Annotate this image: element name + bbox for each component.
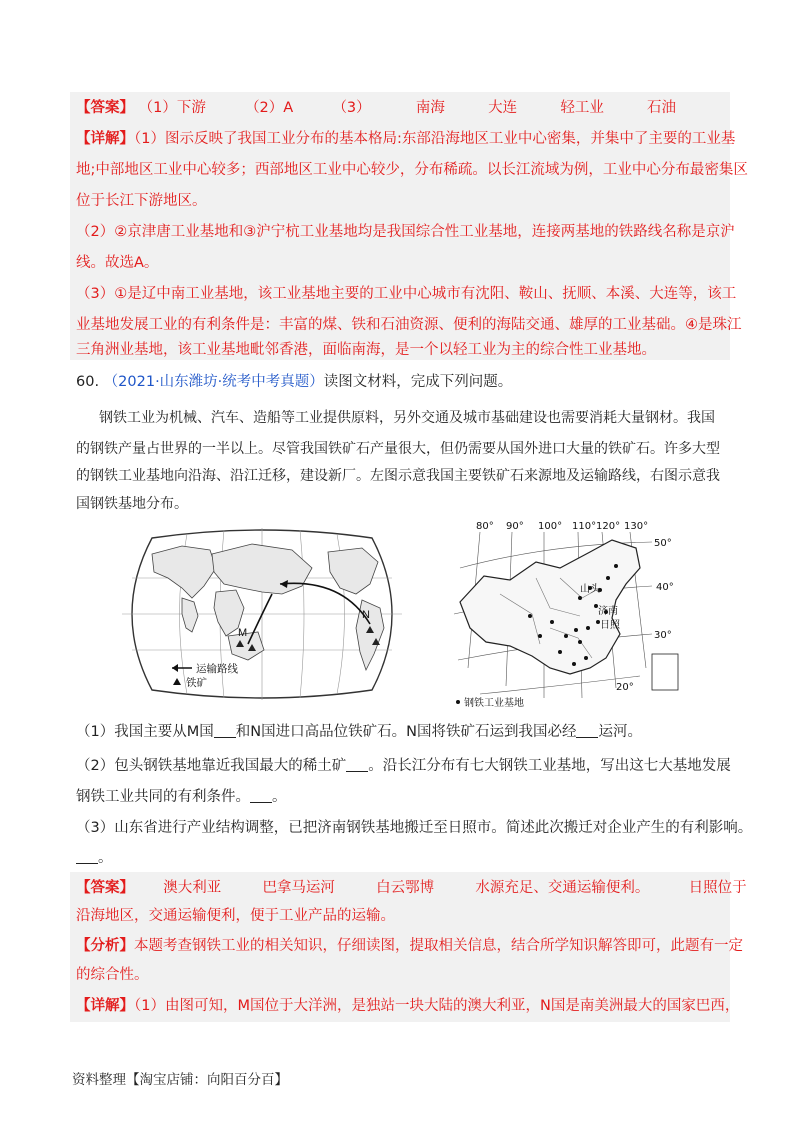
sub-question-3: （3）山东省进行产业结构调整，已把济南钢铁基地搬迁至日照市。简述此次搬迁对企业产生的有利影响。 [76,820,753,836]
sub2-text: 钢铁工业共同的有利条件。 [76,789,250,805]
south-china-sea-inset [652,654,678,690]
sub-question-3-cont [76,848,113,868]
detail-line [76,129,735,149]
answer-line-2 [76,878,747,898]
sub3-end: 。 [98,850,113,866]
footer-note: 资料整理【淘宝店铺：向阳百分百】 [72,1072,288,1088]
answer-item: 轻工业 [560,100,604,116]
question-number: 60. [76,374,100,390]
lat-label: 50° [654,538,672,549]
answer-item: 石油 [647,100,677,116]
answer-item: 白云鄂博 [376,880,435,896]
detail-tag: 【详解】 [76,998,134,1014]
lon-label: 80° [476,521,494,532]
passage-line: 国钢铁基地分布。 [76,496,188,512]
city-label: 山头 [580,584,600,595]
detail-line: （3）①是辽中南工业基地，该工业基地主要的工业中心城市有沈阳、鞍山、抚顺、本溪、大连等，该工 [76,286,737,302]
lat-label: 30° [654,630,672,641]
world-map-figure [112,528,412,700]
china-map-legend: 钢铁工业基地 [464,698,524,709]
detail-tag: 【详解】 [76,131,134,147]
answer-item: （3） [332,100,371,116]
answer-item: 巴拿马运河 [262,880,335,896]
answer-line-1 [76,98,676,118]
detail-text: （1）图示反映了我国工业分布的基本格局:东部沿海地区工业中心密集，并集中了主要的工业基 [134,131,736,147]
label-m: M [238,627,248,639]
legend-marker [456,700,460,704]
china-map-figure [440,518,702,712]
city-label: 济南 [598,606,618,617]
passage-line: 的钢铁产量占世界的一半以上。尽管我国铁矿石产量很大，但仍需要从国外进口大量的铁矿石。许多大型 [76,441,720,457]
question-source: （2021·山东潍坊·统考中考真题） [103,374,324,390]
detail-line: 地;中部地区工业中心较多；西部地区工业中心较少，分布稀疏。以长江流域为例，工业中心分布最密集区 [76,162,748,178]
label-n: N [362,609,370,621]
analysis-text: 本题考查钢铁工业的相关知识，仔细读图，提取相关信息，结合所学知识解答即可，此题有一定 [134,938,743,954]
analysis-tag: 【分析】 [76,938,134,954]
answer-blank [214,723,236,738]
sub-question-2 [76,756,731,776]
detail-text: （1）由图可知，M国位于大洋洲，是独站一块大陆的澳大利亚，N国是南美洲最大的国家巴西， [134,998,740,1014]
sub-question-2-cont [76,787,287,807]
answer-item: 大连 [488,100,518,116]
detail-line: 三角洲业基地，该工业基地毗邻香港，面临南海，是一个以轻工业为主的综合性工业基地。 [76,342,656,358]
lat-label: 40° [656,582,674,593]
answer-blank [346,757,368,772]
legend-ore: 铁矿 [186,677,207,689]
passage-line: 的钢铁工业基地向沿海、沿江迁移，建设新厂。左图示意我国主要铁矿石来源地及运输路线，右图示意我 [76,468,720,484]
sub-question-1 [76,722,642,742]
answer-line-2-cont: 沿海地区，交通运输便利，便于工业产品的运输。 [76,908,395,924]
answer-item: 水源充足、交通运输便利。 [475,880,650,896]
answer-blank [576,723,598,738]
question-prompt: 读图文材料，完成下列问题。 [323,374,513,390]
sub2-text: （2）包头钢铁基地靠近我国最大的稀土矿 [76,758,347,774]
analysis-line: 的综合性。 [76,967,149,983]
answer-item: （2）A [245,100,294,116]
answer-blank [76,849,98,864]
lon-label: 110° [572,521,597,532]
sub2-text: 。 [272,789,287,805]
answer-item: 澳大利亚 [163,880,222,896]
legend-route: 运输路线 [196,663,238,675]
question-header [76,372,512,392]
lon-label: 120° [596,521,621,532]
detail-line-2 [76,996,739,1016]
detail-line: 线。故选A。 [76,255,159,271]
detail-line: 业基地发展工业的有利条件是：丰富的煤、铁和石油资源、便利的海陆交通、雄厚的工业基础。④是珠江 [76,317,742,333]
answer-tag: 【答案】 [76,100,134,116]
detail-line: （2）②京津唐工业基地和③沪宁杭工业基地均是我国综合性工业基地，连接两基地的铁路线名称是京沪 [76,224,735,240]
answer-blank [250,788,272,803]
lon-label: 100° [538,521,563,532]
lat-label: 20° [616,682,634,693]
lon-label: 130° [624,521,649,532]
sub1-text: 运河。 [598,724,642,740]
answer-item: （1）下游 [138,100,206,116]
lon-label: 90° [506,521,524,532]
answer-item: 南海 [415,100,445,116]
city-label: 日照 [600,620,620,631]
sub2-text: 。沿长江分布有七大钢铁工业基地，写出这七大基地发展 [368,758,731,774]
analysis-line [76,936,743,956]
answer-tag: 【答案】 [76,880,134,896]
answer-item: 日照位于 [688,880,747,896]
sub1-text: 和N国进口高品位铁矿石。N国将铁矿石运到我国必经 [235,724,577,740]
passage-line: 钢铁工业为机械、汽车、造船等工业提供原料，另外交通及城市基础建设也需要消耗大量钢材。我国 [99,410,715,426]
detail-line: 位于长江下游地区。 [76,193,207,209]
sub1-text: （1）我国主要从M国 [76,724,214,740]
